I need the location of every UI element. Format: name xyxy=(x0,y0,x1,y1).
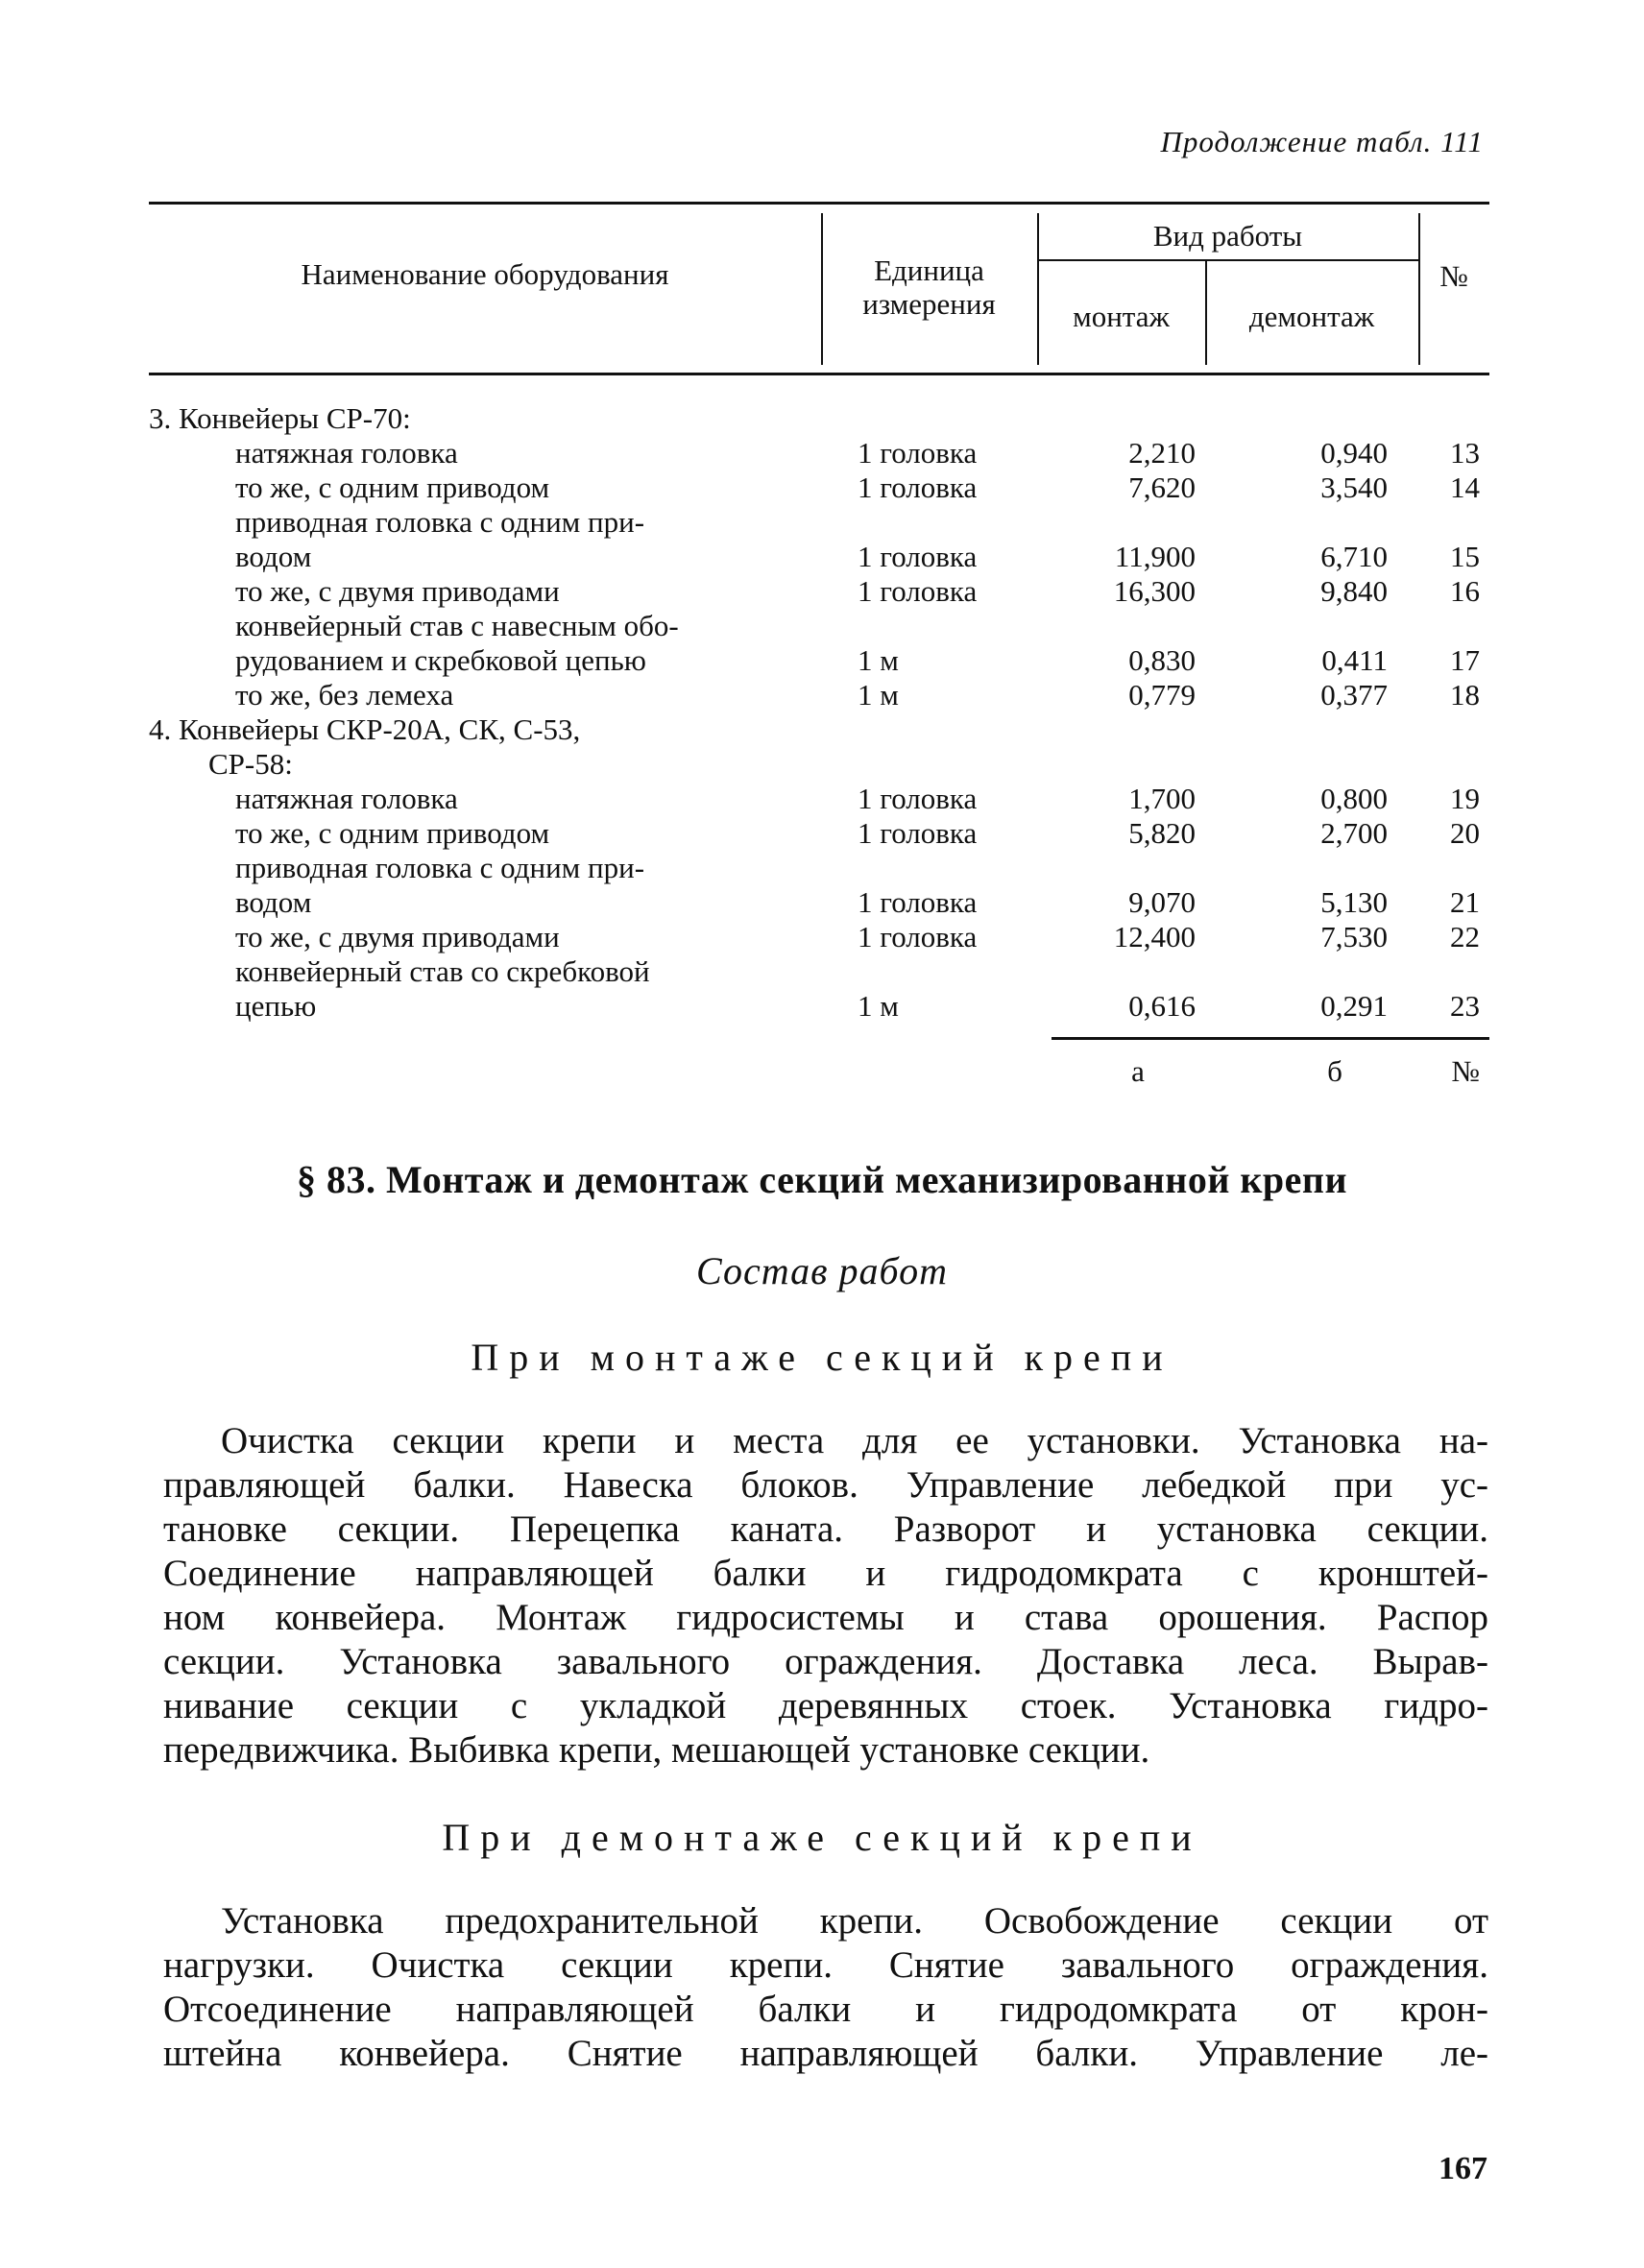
row-unit: 1 головка xyxy=(858,436,978,470)
row-number: 15 xyxy=(1450,540,1480,573)
demontage-heading: При демонтаже секций крепи xyxy=(442,1816,1202,1859)
row-number: 13 xyxy=(1450,436,1480,470)
row-montage: 12,400 xyxy=(1113,920,1196,953)
row-demontage: 0,800 xyxy=(1320,782,1388,815)
header-unit-1: Единица xyxy=(874,253,984,287)
row-name: конвейерный став с навесным обо- xyxy=(235,609,679,642)
row-number: 14 xyxy=(1450,470,1480,504)
table-row xyxy=(149,920,1489,954)
header-subrule xyxy=(1037,259,1418,261)
row-number: 21 xyxy=(1450,885,1480,919)
row-montage: 7,620 xyxy=(1128,470,1196,504)
footer-number: № xyxy=(1451,1054,1480,1088)
montage-heading: При монтаже секций крепи xyxy=(471,1336,1173,1379)
header-montage: монтаж xyxy=(1073,300,1170,333)
row-unit: 1 головка xyxy=(858,920,978,953)
row-demontage: 0,411 xyxy=(1321,643,1388,677)
section-title: § 83. Монтаж и демонтаж секций механизированной крепи xyxy=(296,1158,1348,1201)
row-name: натяжная головка xyxy=(235,436,458,470)
row-number: 17 xyxy=(1450,643,1480,677)
row-number: 18 xyxy=(1450,678,1480,712)
row-unit: 1 головка xyxy=(858,574,978,608)
table-row xyxy=(149,712,1489,747)
footer-b: б xyxy=(1327,1054,1342,1088)
table-row xyxy=(149,678,1489,712)
row-demontage: 3,540 xyxy=(1320,470,1388,504)
row-demontage: 6,710 xyxy=(1320,540,1388,573)
row-number: 19 xyxy=(1450,782,1480,815)
table-row xyxy=(149,954,1489,989)
row-unit: 1 головка xyxy=(858,470,978,504)
table-row xyxy=(149,436,1489,470)
table-top-rule xyxy=(149,202,1489,205)
row-name: приводная головка с одним при- xyxy=(235,851,645,884)
row-demontage: 0,291 xyxy=(1320,989,1388,1023)
row-unit: 1 головка xyxy=(858,540,978,573)
footer-a: а xyxy=(1131,1054,1145,1088)
row-number: 20 xyxy=(1450,816,1480,850)
paragraph-line: секции. Установка завального ограждения. Доставка леса. Вырав- xyxy=(163,1641,1488,1682)
row-name: натяжная головка xyxy=(235,782,458,815)
page-number: 167 xyxy=(1438,2151,1487,2186)
row-demontage: 0,377 xyxy=(1320,678,1388,712)
paragraph-line: нивание секции с укладкой деревянных стоек. Установка гидро- xyxy=(163,1685,1488,1726)
row-unit: 1 м xyxy=(858,643,899,677)
row-name: то же, без лемеха xyxy=(235,678,454,712)
row-montage: 0,779 xyxy=(1128,678,1196,712)
row-unit: 1 головка xyxy=(858,816,978,850)
row-number: 23 xyxy=(1450,989,1480,1023)
row-demontage: 5,130 xyxy=(1320,885,1388,919)
table-footer-row xyxy=(149,1054,1489,1093)
section-subtitle: Состав работ xyxy=(696,1249,948,1292)
row-demontage: 2,700 xyxy=(1320,816,1388,850)
header-name: Наименование оборудования xyxy=(301,257,669,291)
row-name: приводная головка с одним при- xyxy=(235,505,645,539)
row-number: 22 xyxy=(1450,920,1480,953)
row-name: 4. Конвейеры СКР-20А, СК, С-53, xyxy=(149,712,581,746)
row-demontage: 9,840 xyxy=(1320,574,1388,608)
row-number: 16 xyxy=(1450,574,1480,608)
demontage-paragraph xyxy=(163,1899,1488,2076)
table-row xyxy=(149,505,1489,540)
table-row xyxy=(149,747,1489,782)
table-row xyxy=(149,816,1489,851)
row-unit: 1 м xyxy=(858,989,899,1023)
row-montage: 9,070 xyxy=(1128,885,1196,919)
row-name: 3. Конвейеры СР-70: xyxy=(149,401,411,435)
row-name: то же, с одним приводом xyxy=(235,470,550,504)
paragraph-line: тановке секции. Перецепка каната. Разворот и установка секции. xyxy=(163,1508,1488,1550)
table-row xyxy=(149,401,1489,436)
row-name: конвейерный став со скребковой xyxy=(235,954,650,988)
paragraph-line: Соединение направляющей балки и гидродомкрата с кронштей- xyxy=(163,1553,1488,1594)
header-number: № xyxy=(1439,259,1468,293)
continuation-note: Продолжение табл. 111 xyxy=(1160,125,1484,158)
table-row xyxy=(149,782,1489,816)
table-row xyxy=(149,574,1489,609)
table-row xyxy=(149,885,1489,920)
row-unit: 1 м xyxy=(858,678,899,712)
row-name: водом xyxy=(235,885,312,919)
row-name: СР-58: xyxy=(208,747,293,781)
row-montage: 0,830 xyxy=(1128,643,1196,677)
row-montage: 2,210 xyxy=(1128,436,1196,470)
table-header-rule xyxy=(149,373,1489,375)
paragraph-line: нагрузки. Очистка секции крепи. Снятие завального ограждения. xyxy=(163,1944,1488,1986)
table-row xyxy=(149,470,1489,505)
table-row xyxy=(149,989,1489,1024)
paragraph-line: штейна конвейера. Снятие направляющей балки. Управление ле- xyxy=(163,2033,1488,2074)
table-row xyxy=(149,609,1489,643)
table-footer-rule xyxy=(1052,1037,1489,1040)
header-unit-2: измерения xyxy=(862,287,996,321)
row-demontage: 0,940 xyxy=(1320,436,1388,470)
row-montage: 0,616 xyxy=(1128,989,1196,1023)
paragraph-line: правляющей балки. Навеска блоков. Управление лебедкой при ус- xyxy=(163,1464,1488,1506)
row-name: цепью xyxy=(235,989,317,1023)
row-unit: 1 головка xyxy=(858,782,978,815)
montage-paragraph xyxy=(163,1419,1488,1773)
row-unit: 1 головка xyxy=(858,885,978,919)
paragraph-line: Установка предохранительной крепи. Освобождение секции от xyxy=(221,1900,1488,1942)
row-montage: 11,900 xyxy=(1114,540,1196,573)
paragraph-line: ном конвейера. Монтаж гидросистемы и става орошения. Распор xyxy=(163,1597,1488,1638)
row-demontage: 7,530 xyxy=(1320,920,1388,953)
row-montage: 16,300 xyxy=(1113,574,1196,608)
paragraph-line: Очистка секции крепи и места для ее установки. Установка на- xyxy=(221,1420,1488,1461)
paragraph-line: передвижчика. Выбивка крепи, мешающей установке секции. xyxy=(163,1729,1150,1771)
table-row xyxy=(149,851,1489,885)
row-montage: 1,700 xyxy=(1128,782,1196,815)
row-name: рудованием и скребковой цепью xyxy=(235,643,646,677)
table-row xyxy=(149,540,1489,574)
row-montage: 5,820 xyxy=(1128,816,1196,850)
row-name: то же, с двумя приводами xyxy=(235,574,560,608)
table-row xyxy=(149,643,1489,678)
header-work-type: Вид работы xyxy=(1152,219,1303,253)
row-name: то же, с одним приводом xyxy=(235,816,550,850)
paragraph-line: Отсоединение направляющей балки и гидродомкрата от крон- xyxy=(163,1989,1488,2030)
row-name: водом xyxy=(235,540,312,573)
row-name: то же, с двумя приводами xyxy=(235,920,560,953)
header-demontage: демонтаж xyxy=(1248,300,1375,333)
